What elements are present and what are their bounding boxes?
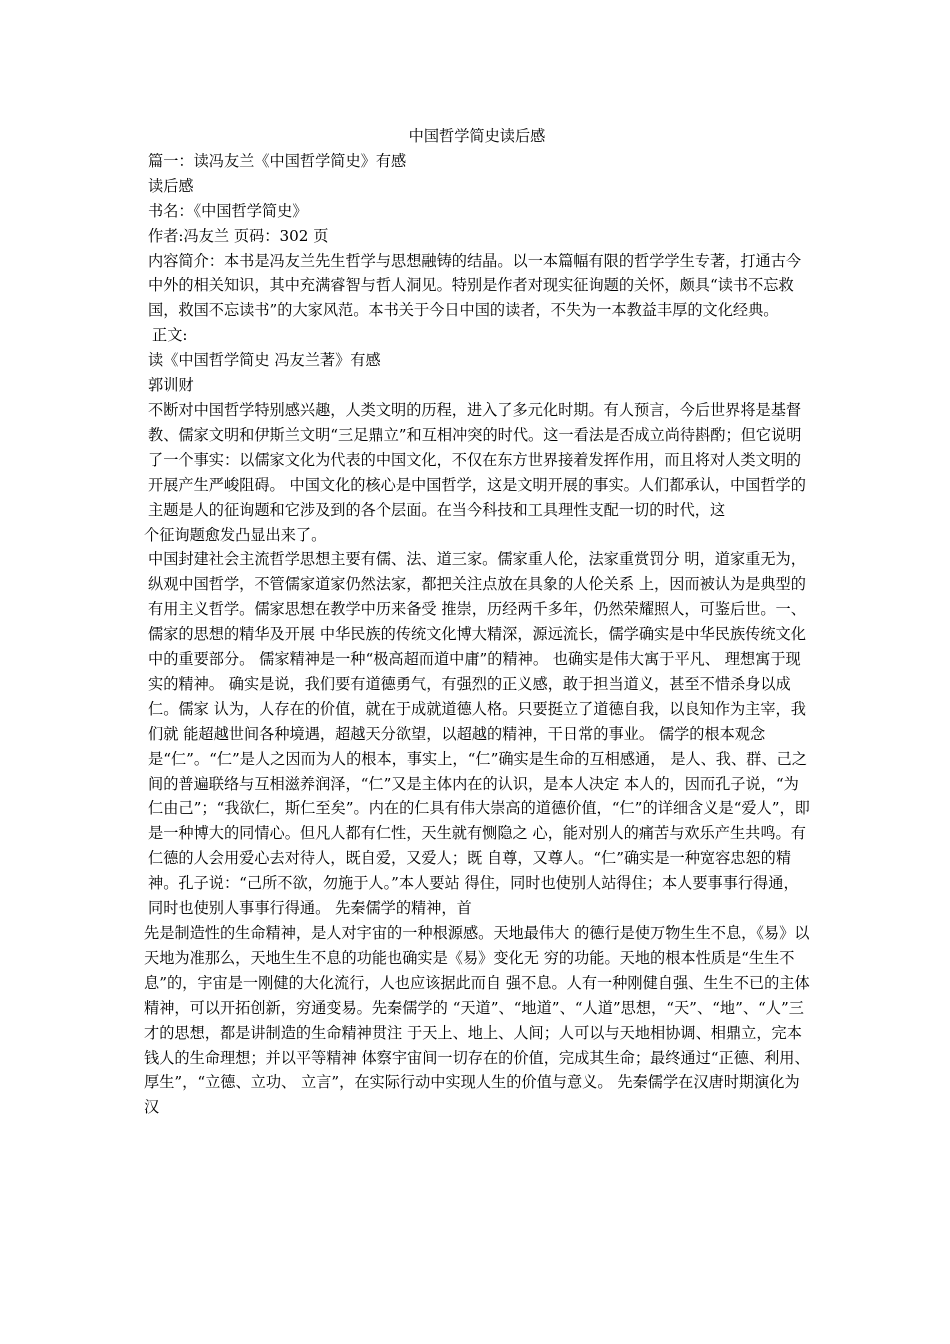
document-page [144, 124, 810, 1120]
book-name-line: 书名：《中国哲学简史》 [148, 201, 308, 220]
author-line: 作者:冯友兰 页码：302 页 [148, 226, 329, 245]
essay-author: 郭训财 [148, 376, 194, 395]
review-label: 读后感 [148, 176, 194, 195]
intro-paragraph: 内容简介：本书是冯友兰先生哲学与思想融铸的结晶。以一本篇幅有限的哲学学生专著，打通古今中外的相关知识，其中充满睿智与哲人洞见。特别是作者对现实征询题的关怀，颇具“读书不忘救国，救国不忘读书”的大家风范。本书关于今日中国的读者，不失为一本教益丰厚的文化经典。 [148, 251, 802, 320]
document-title: 中国哲学简史读后感 [408, 127, 546, 145]
body-paragraph-2: 中国封建社会主流哲学思想主要有儒、法、道三家。儒家重人伦，法家重赏罚分 明，道家重无为，纵观中国哲学，不管儒家道家仍然法家，都把关注点放在具象的人伦关系 上，因而被认为是典型的有用主义哲学。儒家思想在教学中历来备受 推崇，历经两千多年，仍然荣耀照人，可鉴后世。一、儒家的思想的精华及开展 中华民族的传统文化博大精深，源远流长，儒学确实是中华民族传统文化中的重要部分。 儒家精神是一种“极高超而道中庸”的精神。 也确实是伟大寓于平凡、 理想寓于现实的精神。 确实是说，我们要有道德勇气，有强烈的正义感，敢于担当道义，甚至不惜杀身以成仁。儒家 认为，人存在的价值，就在于成就道德人格。只要挺立了道德自我，以良知作为主宰，我们就 能超越世间各种境遇，超越天分欲望，以超越的精神，干日常的事业。 儒学的根本观念是“仁”。“仁”是人之因而为人的根本，事实上，“仁”确实是生命的互相感通， 是人、我、群、己之间的普遍联络与互相滋养润泽，“仁”又是主体内在的认识，是本人决定 本人的，因而孔子说，“为仁由己”；“我欲仁，斯仁至矣”。内在的仁具有伟大崇高的道德价值，“仁”的详细含义是“爱人”，即是一种博大的同情心。但凡人都有仁性，天生就有恻隐之 心，能对别人的痛苦与欢乐产生共鸣。有仁德的人会用爱心去对待人，既自爱，又爱人；既 自尊，又尊人。“仁”确实是一种宽容忠恕的精神。孔子说：“己所不欲，勿施于人。”本人要站 得住，同时也使别人站得住；本人要事事行得通，同时也使别人事事行得通。 先秦儒学的精神，首 [148, 550, 810, 918]
body-label: 正文: [152, 326, 188, 345]
body-paragraph-1-cont: 个征询题愈发凸显出来了。 [144, 525, 327, 544]
body-paragraph-3: 先是制造性的生命精神，是人对宇宙的一种根源感。天地最伟大 的德行是使万物生生不息，《易》以天地为准那么，天地生生不息的功能也确实是《易》变化无 穷的功能。天地的根本性质是“生生不息”的，宇宙是一刚健的大化流行，人也应该据此而自 强不息。人有一种刚健自强、生生不已的主体精神，可以开拓创新，穷通变易。先秦儒学的 “天道”、“地道”、“人道”思想，“天”、“地”、“人”三才的思想，都是讲制造的生命精神贯注 于天上、地上、人间；人可以与天地相协调、相鼎立，完本钱人的生命理想；并以平等精神 体察宇宙间一切存在的价值，完成其生命；最终通过“正德、利用、厚生”，“立德、立功、 立言”，在实际行动中实现人生的价值与意义。 先秦儒学在汉唐时期演化为汉 [144, 924, 810, 1117]
section-heading: 篇一：读冯友兰《中国哲学简史》有感 [148, 151, 407, 170]
essay-subtitle: 读《中国哲学简史 冯友兰著》有感 [148, 351, 381, 370]
body-paragraph-1: 不断对中国哲学特别感兴趣，人类文明的历程，进入了多元化时期。有人预言，今后世界将是基督教、儒家文明和伊斯兰文明“三足鼎立”和互相冲突的时代。这一看法是否成立尚待斟酌；但它说明了一个事实：以儒家文化为代表的中国文化，不仅在东方世界接着发挥作用，而且将对人类文明的开展产生严峻阻碍。 中国文化的核心是中国哲学，这是文明开展的事实。人们都承认，中国哲学的主题是人的征询题和它涉及到的各个层面。在当今科技和工具理性支配一切的时代，这 [148, 400, 806, 519]
